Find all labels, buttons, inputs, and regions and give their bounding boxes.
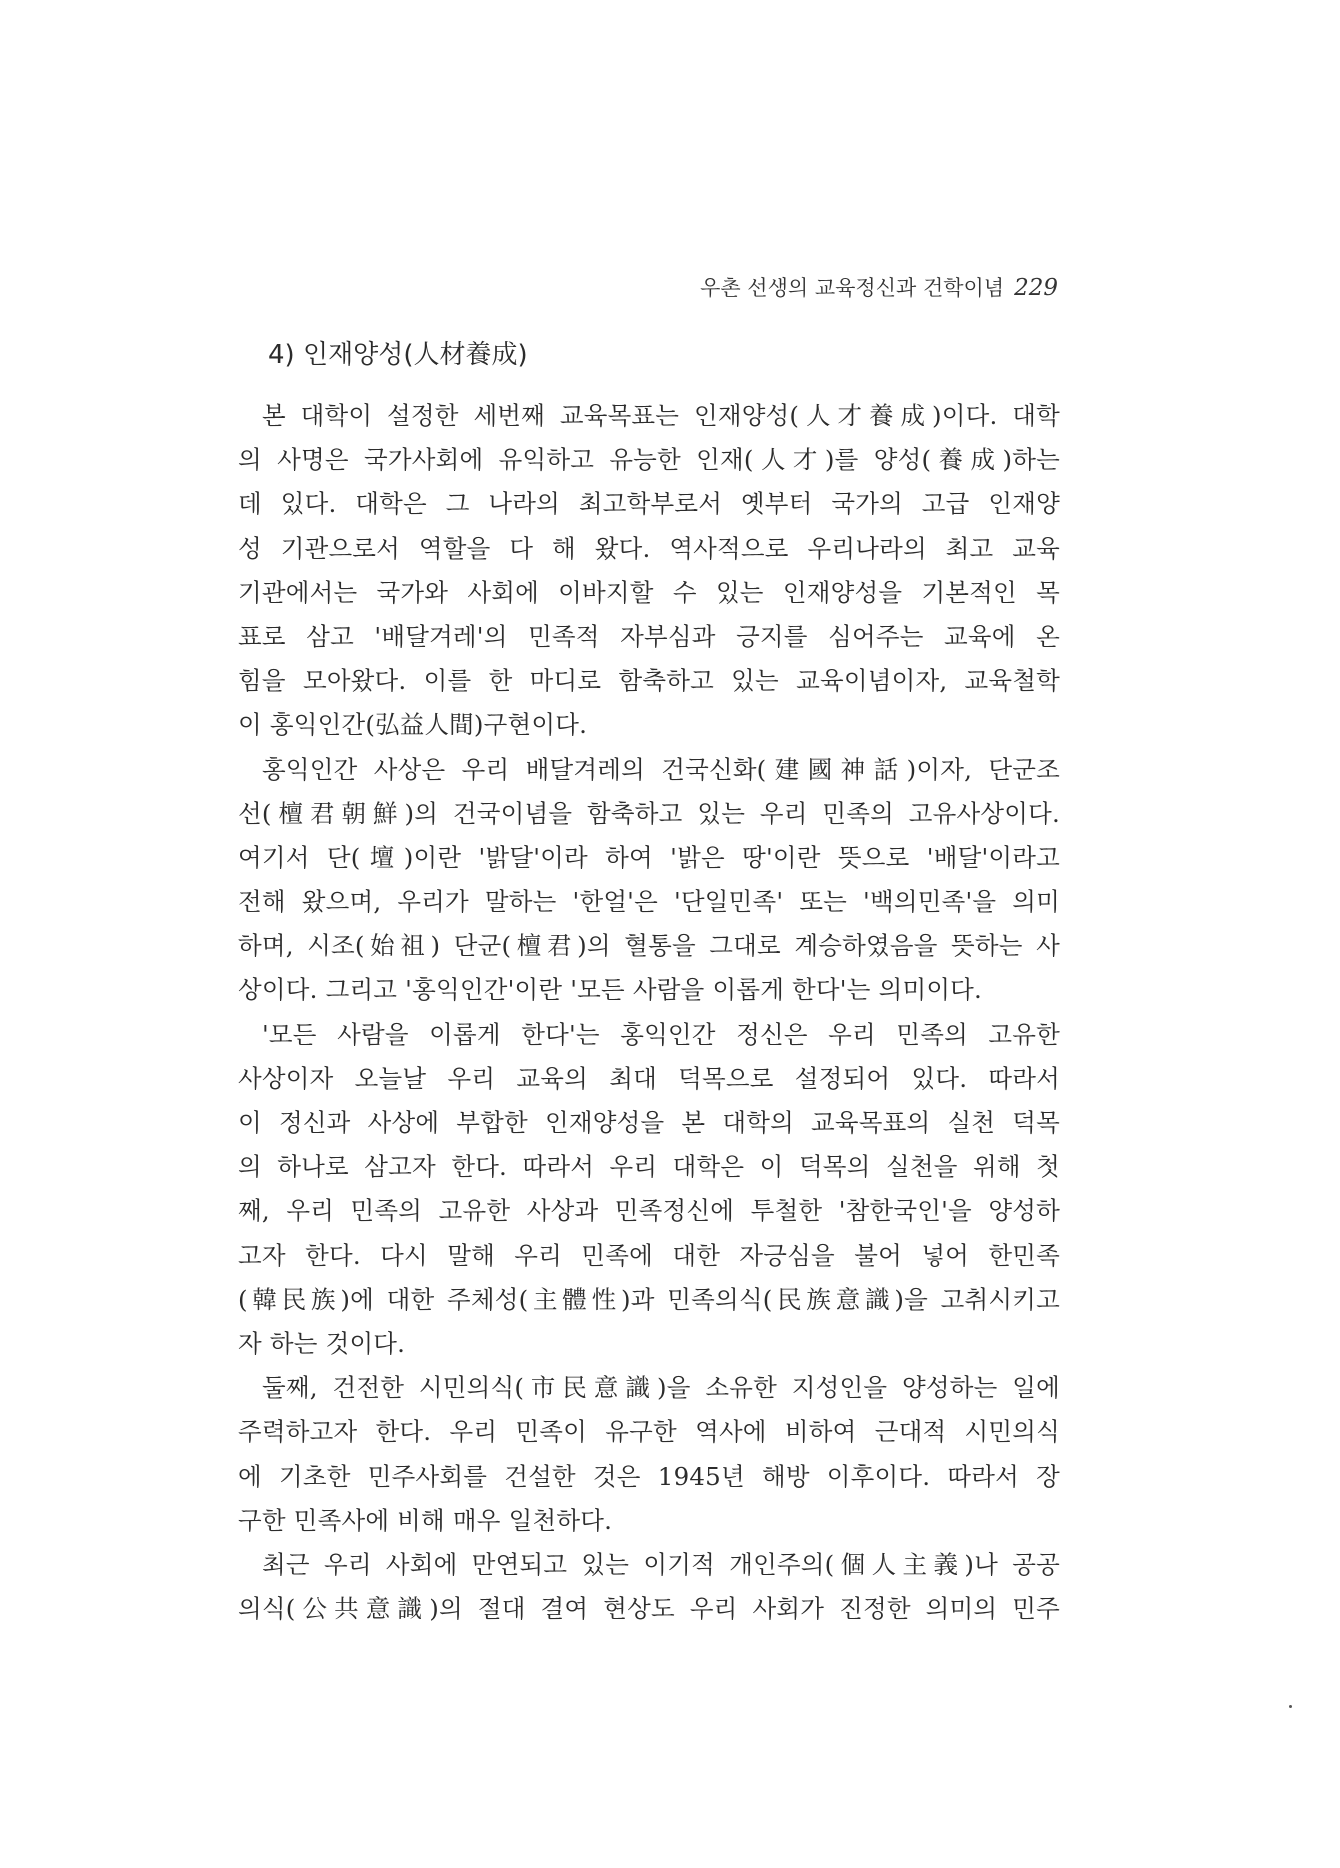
- scan-speck: [1289, 1705, 1292, 1708]
- text-line: 의 하나로 삼고자 한다. 따라서 우리 대학은 이 덕목의 실천을 위해 첫: [238, 1152, 1060, 1182]
- text-line: 째, 우리 민족의 고유한 사상과 민족정신에 투철한 '참한국인'을 양성하: [238, 1196, 1060, 1226]
- text-line: 최근 우리 사회에 만연되고 있는 이기적 개인주의(個人主義)나 공공: [262, 1549, 1060, 1579]
- text-line: 사상이자 오늘날 우리 교육의 최대 덕목으로 설정되어 있다. 따라서: [238, 1063, 1060, 1093]
- text-line: 표로 삼고 '배달겨레'의 민족적 자부심과 긍지를 심어주는 교육에 온: [238, 621, 1060, 651]
- text-line: 주력하고자 한다. 우리 민족이 유구한 역사에 비하여 근대적 시민의식: [238, 1417, 1060, 1447]
- running-title: 우촌 선생의 교육정신과 건학이념: [700, 276, 1005, 300]
- text-line: 고자 한다. 다시 말해 우리 민족에 대한 자긍심을 불어 넣어 한민족: [238, 1240, 1060, 1270]
- text-line: 전해 왔으며, 우리가 말하는 '한얼'은 '단일민족' 또는 '백의민족'을 의미: [238, 887, 1060, 917]
- body-text: [238, 394, 1060, 1631]
- text-line: 홍익인간 사상은 우리 배달겨레의 건국신화(建國神話)이자, 단군조: [262, 754, 1060, 784]
- text-line: 에 기초한 민주사회를 건설한 것은 1945년 해방 이후이다. 따라서 장: [238, 1461, 1060, 1491]
- running-head: [628, 272, 1058, 302]
- text-line: 자 하는 것이다.: [238, 1328, 406, 1358]
- text-line: 구한 민족사에 비해 매우 일천하다.: [238, 1505, 613, 1535]
- text-line: (韓民族)에 대한 주체성(主體性)과 민족의식(民族意識)을 고취시키고: [238, 1284, 1060, 1314]
- text-line: 기관에서는 국가와 사회에 이바지할 수 있는 인재양성을 기본적인 목: [238, 577, 1060, 607]
- text-line: 여기서 단(壇)이란 '밝달'이라 하여 '밝은 땅'이란 뜻으로 '배달'이라고: [238, 842, 1060, 872]
- text-line: 하며, 시조(始祖) 단군(檀君)의 혈통을 그대로 계승하였음을 뜻하는 사: [238, 931, 1060, 961]
- text-line: '모든 사람을 이롭게 한다'는 홍익인간 정신은 우리 민족의 고유한: [262, 1019, 1060, 1049]
- page-number: 229: [1014, 275, 1058, 301]
- section-heading: 4) 인재양성(人材養成): [268, 340, 528, 370]
- text-line: 본 대학이 설정한 세번째 교육목표는 인재양성(人才養成)이다. 대학: [262, 401, 1060, 430]
- text-line: 이 홍익인간(弘益人間)구현이다.: [238, 710, 588, 740]
- text-line: 데 있다. 대학은 그 나라의 최고학부로서 옛부터 국가의 고급 인재양: [238, 489, 1060, 519]
- text-line: 의 사명은 국가사회에 유익하고 유능한 인재(人才)를 양성(養成)하는: [238, 445, 1060, 475]
- text-line: 성 기관으로서 역할을 다 해 왔다. 역사적으로 우리나라의 최고 교육: [238, 533, 1060, 563]
- text-line: 힘을 모아왔다. 이를 한 마디로 함축하고 있는 교육이념이자, 교육철학: [238, 666, 1060, 696]
- text-line: 의식(公共意識)의 절대 결여 현상도 우리 사회가 진정한 의미의 민주: [238, 1594, 1060, 1624]
- text-line: 이 정신과 사상에 부합한 인재양성을 본 대학의 교육목표의 실천 덕목: [238, 1108, 1060, 1137]
- text-line: 둘째, 건전한 시민의식(市民意識)을 소유한 지성인을 양성하는 일에: [262, 1373, 1060, 1403]
- text-line: 선(檀君朝鮮)의 건국이념을 함축하고 있는 우리 민족의 고유사상이다.: [238, 798, 1060, 828]
- text-line: 상이다. 그리고 '홍익인간'이란 '모든 사람을 이롭게 한다'는 의미이다.: [238, 975, 983, 1005]
